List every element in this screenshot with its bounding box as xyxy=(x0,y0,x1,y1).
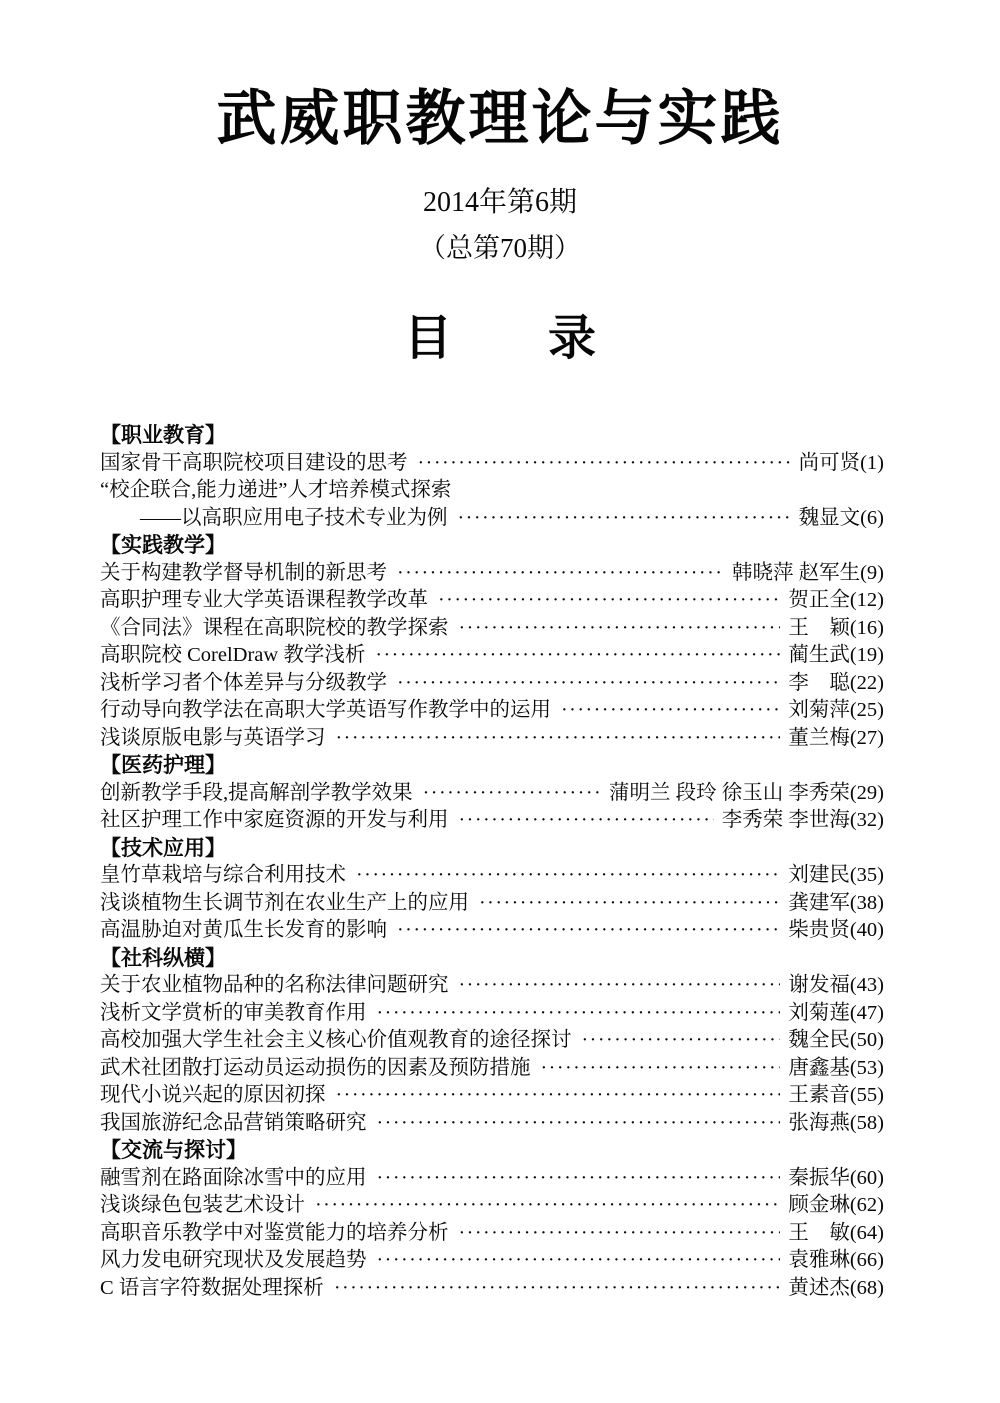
entry-authors: 贺正全 xyxy=(788,589,850,611)
dot-leader xyxy=(418,450,791,478)
entry-authors: 谢发福 xyxy=(788,974,850,996)
entry-authors: 蒲明兰 段玲 徐玉山 李秀荣 xyxy=(608,781,850,804)
entry-page: (66) xyxy=(849,1249,884,1271)
entry-page: (32) xyxy=(849,809,884,831)
entry-page: (47) xyxy=(849,1001,884,1024)
entry-authors: 王 颖 xyxy=(788,616,850,639)
entry-authors: 王素音 xyxy=(788,1084,850,1106)
dot-leader xyxy=(375,642,780,670)
entry-page: (38) xyxy=(849,891,884,914)
dot-leader xyxy=(541,1055,781,1083)
entry-page: (43) xyxy=(849,974,884,996)
entry-page: (16) xyxy=(849,616,884,639)
toc-entry xyxy=(100,917,884,945)
toc-entry xyxy=(100,862,884,890)
toc-entry xyxy=(100,587,884,615)
entry-title: 浅析学习者个体差异与分级教学 xyxy=(100,671,387,694)
entry-page: (35) xyxy=(849,864,884,886)
entry-authors: 李秀荣 李世海 xyxy=(721,809,850,831)
entry-authors: 王 敏 xyxy=(788,1221,850,1244)
section-header: 【技术应用】 xyxy=(100,836,226,860)
entry-authors: 唐鑫基 xyxy=(788,1056,850,1079)
entry-authors: 魏显文 xyxy=(798,506,861,529)
entry-page: (40) xyxy=(849,919,884,941)
entry-title: C 语言字符数据处理探析 xyxy=(100,1276,324,1299)
entry-page: (25) xyxy=(849,699,884,721)
toc-entry xyxy=(100,1110,884,1138)
dot-leader xyxy=(479,890,780,918)
entry-title: 《合同法》课程在高职院校的教学探索 xyxy=(100,616,449,639)
entry-title: 高温胁迫对黄瓜生长发育的影响 xyxy=(100,919,387,941)
entry-title: 高职院校 CorelDraw 教学浅析 xyxy=(100,644,366,666)
issue-line: 2014年第6期 xyxy=(422,187,577,218)
dot-leader xyxy=(561,697,780,725)
entry-page: (68) xyxy=(849,1276,884,1299)
dot-leader xyxy=(397,917,780,945)
entry-page: (1) xyxy=(860,451,884,474)
entry-authors: 刘菊萍 xyxy=(788,699,850,721)
toc-section xyxy=(100,752,884,835)
dot-leader xyxy=(336,1082,781,1110)
entry-title: 关于构建教学督导机制的新思考 xyxy=(100,561,387,584)
entry-page: (53) xyxy=(849,1056,884,1079)
dot-leader xyxy=(377,1110,781,1138)
entry-title: 皇竹草栽培与综合利用技术 xyxy=(100,864,346,886)
entry-page: (22) xyxy=(849,671,884,694)
entry-page: (60) xyxy=(849,1166,884,1189)
toc-entry xyxy=(100,890,884,918)
toc-entry xyxy=(100,1000,884,1028)
toc-entry xyxy=(100,505,884,533)
entry-authors: 龚建军 xyxy=(788,891,850,914)
toc-heading: 目 录 xyxy=(403,312,596,365)
dot-leader xyxy=(356,862,780,890)
entry-authors: 刘菊莲 xyxy=(788,1001,850,1024)
entry-title: 浅析文学赏析的审美教育作用 xyxy=(100,1001,367,1024)
toc-entry xyxy=(100,972,884,1000)
entry-authors: 李 聪 xyxy=(788,671,850,694)
entry-page: (29) xyxy=(849,781,884,804)
entry-title: ——以高职应用电子技术专业为例 xyxy=(140,506,448,529)
entry-page: (9) xyxy=(860,561,884,584)
dot-leader xyxy=(423,780,601,808)
dot-leader xyxy=(336,725,781,753)
entry-title: 融雪剂在路面除冰雪中的应用 xyxy=(100,1166,367,1189)
dot-leader xyxy=(397,560,724,588)
entry-title: 社区护理工作中家庭资源的开发与利用 xyxy=(100,809,449,831)
entry-title: 浅谈绿色包装艺术设计 xyxy=(100,1194,305,1216)
dot-leader xyxy=(377,1000,781,1028)
entry-page: (27) xyxy=(849,726,884,749)
entry-authors: 黄述杰 xyxy=(788,1276,850,1299)
dot-leader xyxy=(459,972,781,1000)
toc-entry xyxy=(100,1275,884,1303)
toc-entry xyxy=(100,1027,884,1055)
entry-page: (12) xyxy=(849,589,884,611)
dot-leader xyxy=(315,1192,780,1220)
entry-title: 高校加强大学生社会主义核心价值观教育的途径探讨 xyxy=(100,1029,572,1051)
dot-leader xyxy=(459,807,714,835)
entry-page: (6) xyxy=(860,506,884,529)
entry-title: 创新教学手段,提高解剖学教学效果 xyxy=(100,781,413,804)
entry-authors: 魏全民 xyxy=(788,1029,850,1051)
dot-leader xyxy=(377,1165,781,1193)
section-header: 【医药护理】 xyxy=(100,754,226,777)
dot-leader xyxy=(459,1220,781,1248)
toc-list xyxy=(100,422,884,1302)
toc-entry xyxy=(100,697,884,725)
dot-leader xyxy=(438,587,780,615)
entry-title: “校企联合,能力递进”人才培养模式探索 xyxy=(100,479,452,501)
toc-entry xyxy=(100,1082,884,1110)
entry-title: 高职护理专业大学英语课程教学改革 xyxy=(100,589,428,611)
toc-entry xyxy=(100,450,884,478)
section-header: 【职业教育】 xyxy=(100,424,226,447)
entry-authors: 秦振华 xyxy=(788,1166,850,1189)
entry-title: 国家骨干高职院校项目建设的思考 xyxy=(100,451,408,474)
entry-page: (58) xyxy=(849,1111,884,1134)
dot-leader xyxy=(397,670,780,698)
toc-entry xyxy=(100,1247,884,1275)
entry-authors: 尚可贤 xyxy=(798,451,861,474)
dot-leader xyxy=(334,1275,781,1303)
section-header: 【交流与探讨】 xyxy=(100,1139,247,1162)
entry-title: 行动导向教学法在高职大学英语写作教学中的运用 xyxy=(100,699,551,721)
entry-title: 关于农业植物品种的名称法律问题研究 xyxy=(100,974,449,996)
entry-title: 现代小说兴起的原因初探 xyxy=(100,1084,326,1106)
entry-title: 高职音乐教学中对鉴赏能力的培养分析 xyxy=(100,1221,449,1244)
toc-entry xyxy=(100,560,884,588)
entry-authors: 韩晓萍 赵军生 xyxy=(731,561,861,584)
dot-leader xyxy=(377,1247,781,1275)
entry-authors: 顾金琳 xyxy=(788,1194,850,1216)
toc-entry xyxy=(100,477,884,505)
toc-entry xyxy=(100,1055,884,1083)
entry-title: 风力发电研究现状及发展趋势 xyxy=(100,1249,367,1271)
toc-entry xyxy=(100,1192,884,1220)
dot-leader xyxy=(458,505,791,533)
toc-entry xyxy=(100,615,884,643)
toc-section xyxy=(100,1137,884,1302)
entry-title: 我国旅游纪念品营销策略研究 xyxy=(100,1111,367,1134)
toc-section xyxy=(100,835,884,945)
dot-leader xyxy=(459,615,781,643)
toc-entry xyxy=(100,807,884,835)
volume-line: （总第70期） xyxy=(419,233,581,263)
entry-page: (55) xyxy=(849,1084,884,1106)
entry-authors: 刘建民 xyxy=(788,864,850,886)
section-header: 【社科纵横】 xyxy=(100,946,226,970)
entry-title: 浅谈原版电影与英语学习 xyxy=(100,726,326,749)
toc-entry xyxy=(100,780,884,808)
toc-entry xyxy=(100,1165,884,1193)
entry-title: 浅谈植物生长调节剂在农业生产上的应用 xyxy=(100,891,469,914)
entry-authors: 蔺生武 xyxy=(788,644,850,666)
journal-title: 武威职教理论与实践 xyxy=(216,86,784,152)
entry-page: (64) xyxy=(849,1221,884,1244)
section-header: 【实践教学】 xyxy=(100,534,226,557)
toc-section xyxy=(100,532,884,752)
entry-authors: 董兰梅 xyxy=(788,726,850,749)
entry-page: (62) xyxy=(849,1194,884,1216)
entry-authors: 柴贵贤 xyxy=(788,919,850,941)
entry-authors: 袁雅琳 xyxy=(788,1249,850,1271)
dot-leader xyxy=(582,1027,781,1055)
entry-page: (19) xyxy=(849,644,884,666)
entry-title: 武术社团散打运动员运动损伤的因素及预防措施 xyxy=(100,1056,531,1079)
toc-section xyxy=(100,945,884,1138)
toc-entry xyxy=(100,1220,884,1248)
entry-page: (50) xyxy=(849,1029,884,1051)
toc-entry xyxy=(100,670,884,698)
entry-authors: 张海燕 xyxy=(788,1111,850,1134)
toc-section xyxy=(100,422,884,532)
toc-entry xyxy=(100,642,884,670)
toc-entry xyxy=(100,725,884,753)
